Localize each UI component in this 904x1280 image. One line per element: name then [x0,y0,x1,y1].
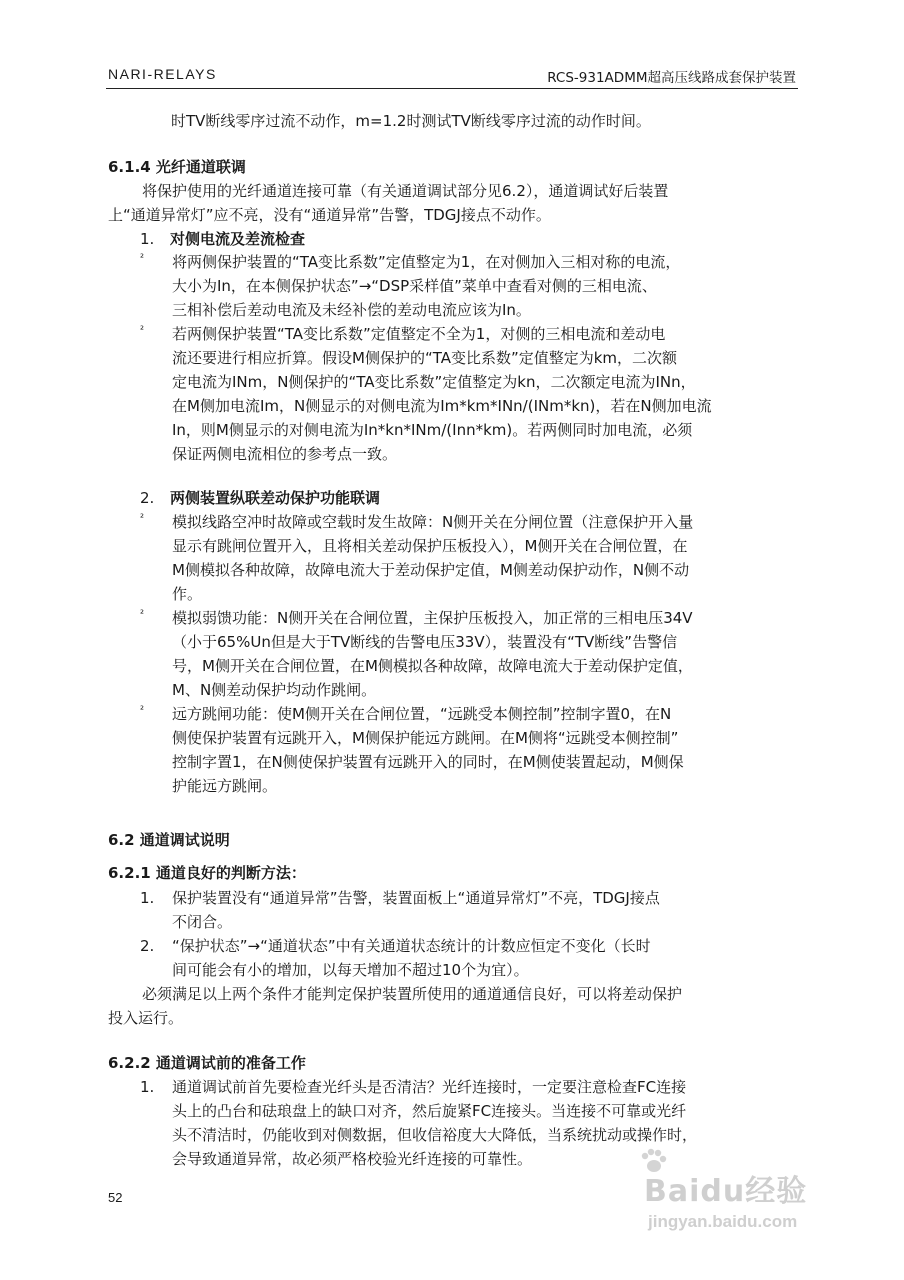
text-line: 通道调试前首先要检查光纤头是否清洁？光纤连接时，一定要注意检查FC连接 [172,1078,687,1096]
watermark-brand: Baidu经验 [644,1174,808,1209]
header-company: NARI-RELAYS [108,66,217,82]
text-line: 定电流为INm，N侧保护的“TA变比系数”定值整定为kn，二次额定电流为INn， [172,373,696,391]
bullet-marker: ² [140,609,145,620]
bullet-marker: ² [140,705,145,716]
list-number: 1. [140,230,155,248]
list-number: 1. [140,1078,155,1096]
bullet-marker: ² [140,325,145,336]
text-line: 必须满足以上两个条件才能判定保护装置所使用的通道通信良好，可以将差动保护 [142,985,683,1003]
list-number: 2. [140,937,155,955]
subsection-title: 两侧装置纵联差动保护功能联调 [170,489,381,507]
header-product-title: RCS-931ADMM超高压线路成套保护装置 [547,70,796,86]
text-line: M、N侧差动保护均动作跳闸。 [172,681,377,699]
text-line: 会导致通道异常，故必须严格校验光纤连接的可靠性。 [172,1150,533,1168]
text-line: 三相补偿后差动电流及未经补偿的差动电流应该为In。 [172,301,531,319]
text-line: M侧模拟各种故障，故障电流大于差动保护定值，M侧差动保护动作，N侧不动 [172,561,690,579]
text-line: 远方跳闸功能：使M侧开关在合闸位置，“远跳受本侧控制”控制字置0，在N [172,705,672,723]
section-heading-6-1-4: 6.1.4 光纤通道联调 [108,158,246,176]
watermark-site: jingyan.baidu.com [648,1212,798,1231]
text-line: 头不清洁时，仍能收到对侧数据，但收信裕度大大降低，当系统扰动或操作时， [172,1126,698,1144]
text-line: “保护状态”→“通道状态”中有关通道状态统计的计数应恒定不变化（长时 [172,937,651,955]
list-number: 2. [140,489,155,507]
text-line: 号，M侧开关在合闸位置，在M侧模拟各种故障，故障电流大于差动保护定值， [172,657,693,675]
watermark [638,1148,828,1244]
text-line: 作。 [172,585,203,603]
text-line: 流还要进行相应折算。假设M侧保护的“TA变比系数”定值整定为km，二次额 [172,349,678,367]
text-line: 时TV断线零序过流不动作，m=1.2时测试TV断线零序过流的动作时间。 [171,112,651,130]
list-number: 1. [140,889,155,907]
page-number: 52 [108,1190,123,1205]
text-line: 护能远方跳闸。 [172,777,278,795]
text-line: 上“通道异常灯”应不亮，没有“通道异常”告警，TDGJ接点不动作。 [108,206,551,224]
bullet-marker: ² [140,253,145,264]
text-line: 将保护使用的光纤通道连接可靠（有关通道调试部分见6.2），通道调试好后装置 [142,182,669,200]
section-heading-6-2-2: 6.2.2 通道调试前的准备工作 [108,1054,306,1072]
text-line: 不闭合。 [172,913,233,931]
bullet-marker: ² [140,513,145,524]
header-rule [106,88,798,89]
text-line: 将两侧保护装置的“TA变比系数”定值整定为1，在对侧加入三相对称的电流， [172,253,681,271]
text-line: 头上的凸台和砝琅盘上的缺口对齐，然后旋紧FC连接头。当连接不可靠或光纤 [172,1102,687,1120]
text-line: 在M侧加电流Im，N侧显示的对侧电流为Im*km*INn/(INm*kn)，若在N侧加电流 [172,397,712,415]
text-line: In，则M侧显示的对侧电流为In*kn*INm/(Inn*km)。若两侧同时加电流，必须 [172,421,693,439]
text-line: 大小为In，在本侧保护状态”→“DSP采样值”菜单中查看对侧的三相电流、 [172,277,657,295]
text-line: 投入运行。 [108,1009,184,1027]
section-heading-6-2-1: 6.2.1 通道良好的判断方法： [108,864,306,882]
text-line: 若两侧保护装置“TA变比系数”定值整定不全为1，对侧的三相电流和差动电 [172,325,666,343]
subsection-title: 对侧电流及差流检查 [170,230,306,248]
text-line: 控制字置1，在N侧使保护装置有远跳开入的同时，在M侧使装置起动，M侧保 [172,753,684,771]
text-line: 侧使保护装置有远跳开入，M侧保护能远方跳闸。在M侧将“远跳受本侧控制” [172,729,679,747]
text-line: 模拟线路空冲时故障或空载时发生故障：N侧开关在分闸位置（注意保护开入量 [172,513,694,531]
text-line: 间可能会有小的增加，以每天增加不超过10个为宜）。 [172,961,529,979]
text-line: 显示有跳闸位置开入，且将相关差动保护压板投入），M侧开关在合闸位置，在 [172,537,688,555]
text-line: 模拟弱馈功能：N侧开关在合闸位置，主保护压板投入，加正常的三相电压34V [172,609,693,627]
text-line: 保护装置没有“通道异常”告警，装置面板上“通道异常灯”不亮，TDGJ接点 [172,889,660,907]
text-line: 保证两侧电流相位的参考点一致。 [172,445,398,463]
text-line: （小于65%Un但是大于TV断线的告警电压33V），装置没有“TV断线”告警信 [172,633,678,651]
section-heading-6-2: 6.2 通道调试说明 [108,831,230,849]
